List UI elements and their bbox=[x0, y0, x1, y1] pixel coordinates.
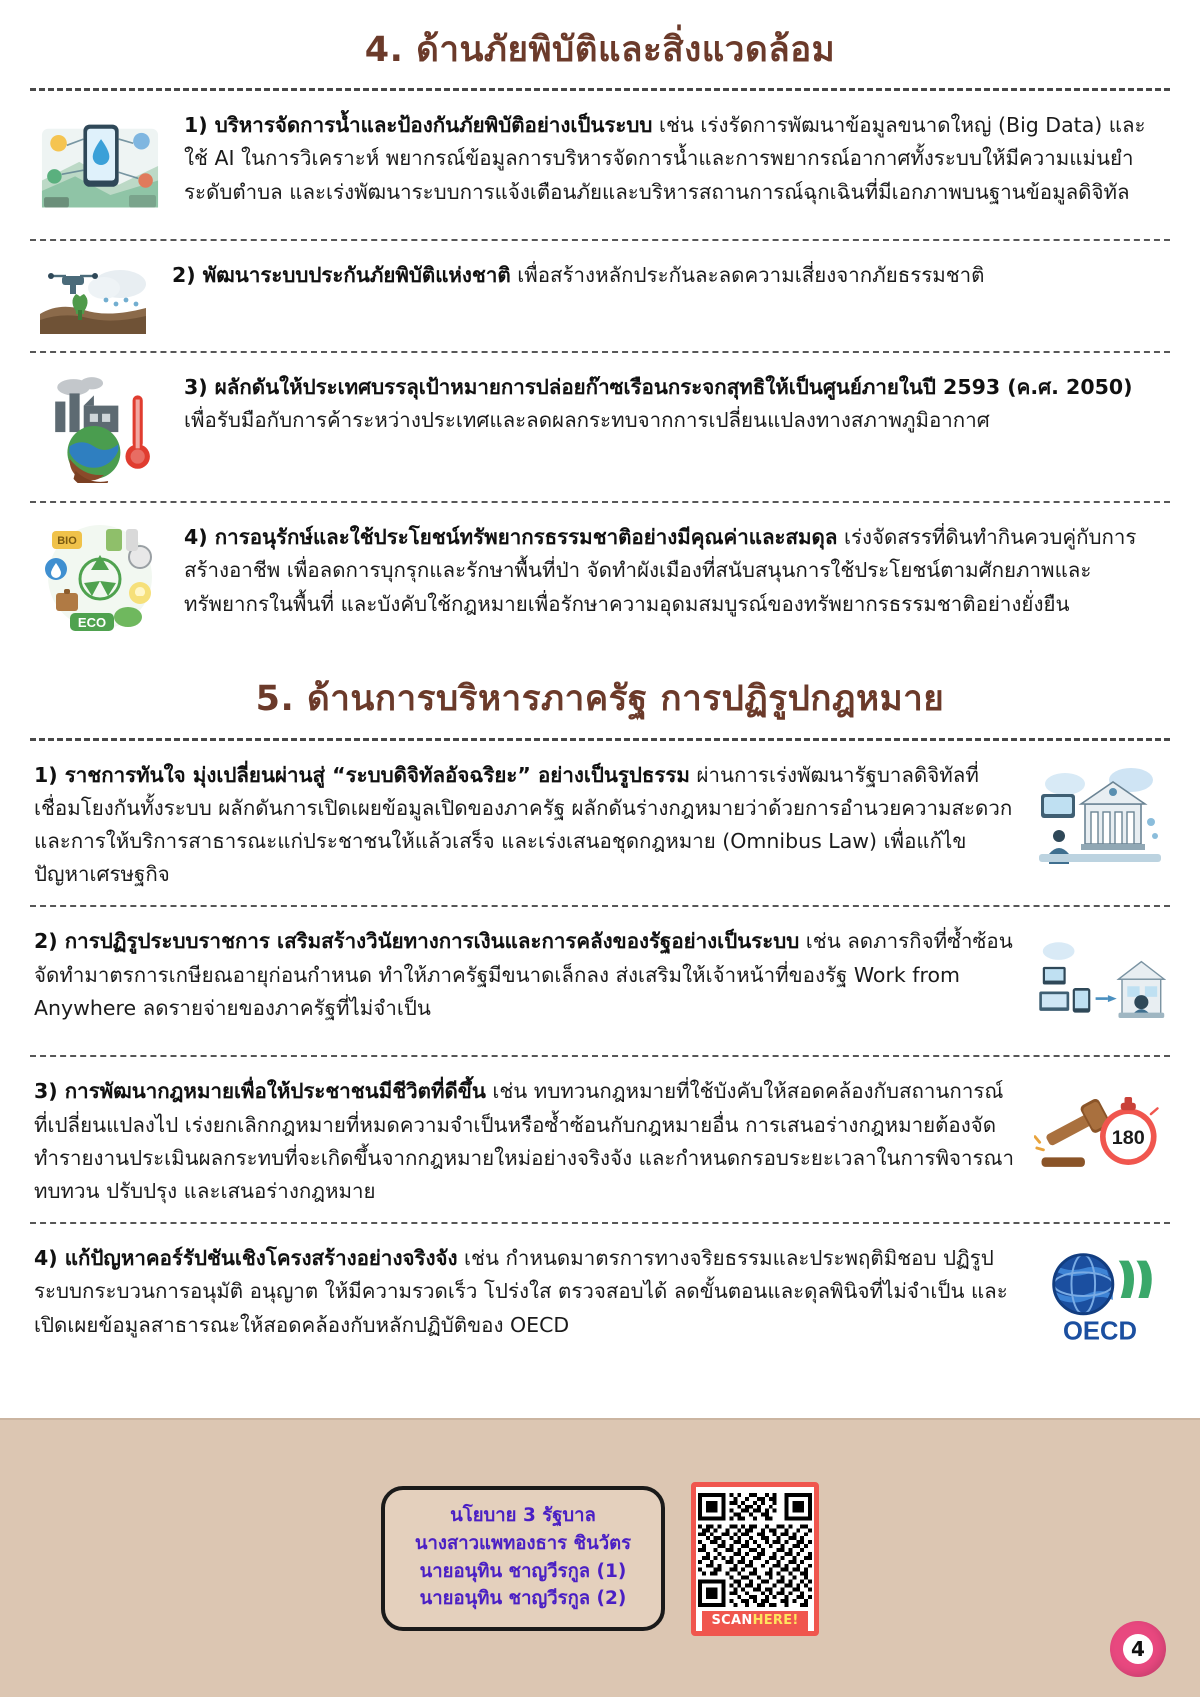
svg-text:ECO: ECO bbox=[77, 615, 107, 631]
policy-item-body: เพื่อสร้างหลักประกันละลดความเสี่ยงจากภัยธรรมชาติ bbox=[510, 263, 985, 288]
divider bbox=[30, 88, 1170, 91]
credit-line: นายอนุทิน ชาญวีรกูล (2) bbox=[419, 1588, 627, 1610]
policy-item bbox=[0, 91, 1200, 239]
divider bbox=[30, 239, 1170, 241]
policy-item-lead: 3) การพัฒนากฎหมายเพื่อให้ประชาชนมีชีวิตที่ดีขึ้น bbox=[34, 1079, 486, 1104]
divider bbox=[30, 905, 1170, 907]
agri-drone-insurance-icon bbox=[34, 255, 154, 337]
credit-line: นายอนุทิน ชาญวีรกูล (1) bbox=[419, 1560, 627, 1582]
footer-band bbox=[0, 1418, 1200, 1697]
policy-item bbox=[0, 1057, 1200, 1222]
policy-item-text bbox=[34, 1238, 1016, 1342]
oecd-logo-icon bbox=[1034, 1238, 1166, 1358]
oecd-wordmark: OECD bbox=[1063, 1317, 1137, 1346]
policy-item-lead: 2) การปฏิรูประบบราชการ เสริมสร้างวินัยทางการเงินและการคลังของรัฐอย่างเป็นระบบ bbox=[34, 929, 800, 954]
gavel-timer-icon bbox=[1034, 1071, 1166, 1191]
policy-item-body: เพื่อรับมือกับการค้าระหว่างประเทศและลดผลกระทบจากการเปลี่ยนแปลงทางสภาพภูมิอากาศ bbox=[184, 408, 990, 433]
global-warming-factory-icon bbox=[34, 367, 166, 487]
section-4-heading: 4. ด้านภัยพิบัติและสิ่งแวดล้อม bbox=[364, 30, 836, 70]
policy-item-text bbox=[184, 105, 1166, 209]
policy-item-text bbox=[184, 517, 1166, 621]
policy-item-text bbox=[172, 255, 1166, 292]
policy-item-body: เร่งจัดสรรที่ดินทำกินควบคู่กับการสร้างอาชีพ เพื่อลดการบุกรุกและรักษาพื้นที่ป่า จัดทำผังเมืองที่สนับสนุนการใช้ประโยชน์ตามศักยภาพและทรัพยากรในพื้นที่ และบังคับใช้กฎหมายเพื่อรักษาความอุดมสมบูรณ์ของทรัพยากรธรรมชาติอย่างยั่งยืน bbox=[184, 525, 1137, 616]
page-number: 4 bbox=[1123, 1634, 1153, 1664]
eco-recycle-icon bbox=[34, 517, 166, 637]
divider bbox=[30, 738, 1170, 741]
page-number-badge bbox=[1110, 1621, 1166, 1677]
policy-item-lead: 1) ราชการทันใจ มุ่งเปลี่ยนผ่านสู่ “ระบบดิจิทัลอัจฉริยะ” อย่างเป็นรูปธรรม bbox=[34, 762, 690, 787]
policy-item bbox=[0, 503, 1200, 651]
qr-scan-label bbox=[702, 1611, 808, 1631]
policy-item-body: ผ่านการเร่งพัฒนารัฐบาลดิจิทัลที่เชื่อมโยงกันทั้งระบบ ผลักดันการเปิดเผยข้อมูลเปิดของภาครัฐ ผลักดันร่างกฎหมายว่าด้วยการอำนวยความสะดวกและการให้บริการสาธารณะแก่ประชาชนให้แล้วเสร็จ และเร่งเสนอชุดกฎหมาย (Omnibus Law) เพื่อแก้ไขปัญหาเศรษฐกิจ bbox=[34, 762, 1013, 887]
section-5-heading: 5. ด้านการบริหารภาครัฐ การปฏิรูปกฎหมาย bbox=[255, 679, 945, 720]
qr-here-word: HERE! bbox=[752, 1612, 799, 1628]
policy-item bbox=[0, 241, 1200, 351]
policy-item-text bbox=[34, 755, 1016, 892]
divider bbox=[30, 1222, 1170, 1224]
qr-scan-word: SCAN bbox=[711, 1612, 753, 1628]
svg-text:BIO: BIO bbox=[57, 535, 77, 548]
timer-value: 180 bbox=[1111, 1127, 1145, 1150]
policy-item-body: เช่น ลดภารกิจที่ซ้ำซ้อน จัดทำมาตรการเกษียณอายุก่อนกำหนด ทำให้ภาครัฐมีขนาดเล็กลง ส่งเสริมให้เจ้าหน้าที่ของรัฐ Work from Anywhere ลดรายจ่ายของภาครัฐที่ไม่จำเป็น bbox=[34, 929, 1013, 1020]
digital-government-building-icon bbox=[1034, 755, 1166, 875]
policy-item bbox=[0, 1224, 1200, 1372]
work-from-anywhere-icon bbox=[1034, 921, 1166, 1041]
policy-item-lead: 4) การอนุรักษ์และใช้ประโยชน์ทรัพยากรธรรมชาติอย่างมีคุณค่าและสมดุล bbox=[184, 525, 838, 550]
credit-line: นางสาวแพทองธาร ชินวัตร bbox=[414, 1532, 632, 1554]
policy-item bbox=[0, 353, 1200, 501]
policy-item-lead: 2) พัฒนาระบบประกันภัยพิบัติแห่งชาติ bbox=[172, 263, 511, 288]
policy-item-text bbox=[184, 367, 1166, 437]
policy-item-body: เช่น กำหนดมาตรการทางจริยธรรมและประพฤติมิชอบ ปฏิรูประบบกระบวนการอนุมัติ อนุญาต ให้มีความรวดเร็ว โปร่งใส ตรวจสอบได้ ลดขั้นตอนและดุลพินิจที่ไม่จำเป็น และเปิดเผยข้อมูลสาธารณะให้สอดคล้องกับหลักปฏิบัติของ OECD bbox=[34, 1246, 1008, 1337]
divider bbox=[30, 351, 1170, 353]
credit-line: นโยบาย 3 รัฐบาล bbox=[450, 1505, 596, 1526]
policy-item-lead: 1) บริหารจัดการน้ำและป้องกันภัยพิบัติอย่างเป็นระบบ bbox=[184, 113, 653, 138]
policy-item-text bbox=[34, 921, 1016, 1025]
policy-item-lead: 4) แก้ปัญหาคอร์รัปชันเชิงโครงสร้างอย่างจริงจัง bbox=[34, 1246, 458, 1271]
qr-code-block[interactable] bbox=[691, 1482, 819, 1636]
policy-item-body: เช่น ทบทวนกฎหมายที่ใช้บังคับให้สอดคล้องกับสถานการณ์ที่เปลี่ยนแปลงไป เร่งยกเลิกกฎหมายที่หมดความจำเป็นหรือซ้ำซ้อนกับกฎหมายอื่น การเสนอร่างกฎหมายต้องจัดทำรายงานประเมินผลกระทบที่จะเกิดขึ้นจากกฎหมายใหม่อย่างจริงจัง และกำหนดกรอบระยะเวลาในการพิจารณาทบทวน ปรับปรุง และเสนอร่างกฎหมาย bbox=[34, 1079, 1015, 1203]
divider bbox=[30, 501, 1170, 503]
policy-item-lead: 3) ผลักดันให้ประเทศบรรลุเป้าหมายการปล่อยก๊าซเรือนกระจกสุทธิให้เป็นศูนย์ภายในปี 2593 (ค.ศ. 2050) bbox=[184, 375, 1133, 400]
credit-box bbox=[381, 1486, 665, 1631]
smart-water-management-icon bbox=[34, 105, 166, 225]
qr-code-image[interactable] bbox=[698, 1493, 812, 1607]
policy-item-text bbox=[34, 1071, 1016, 1208]
policy-item bbox=[0, 741, 1200, 906]
policy-item bbox=[0, 907, 1200, 1055]
policy-item-body: เช่น เร่งรัดการพัฒนาข้อมูลขนาดใหญ่ (Big Data) และใช้ AI ในการวิเคราะห์ พยากรณ์ข้อมูลการบริหารจัดการน้ำและการพยากรณ์อากาศทั้งระบบให้มีความแม่นยำระดับตำบล และเร่งพัฒนาระบบการแจ้งเตือนภัยและบริหารสถานการณ์ฉุกเฉินที่มีเอกภาพบนฐานข้อมูลดิจิทัล bbox=[184, 113, 1146, 204]
divider bbox=[30, 1055, 1170, 1057]
